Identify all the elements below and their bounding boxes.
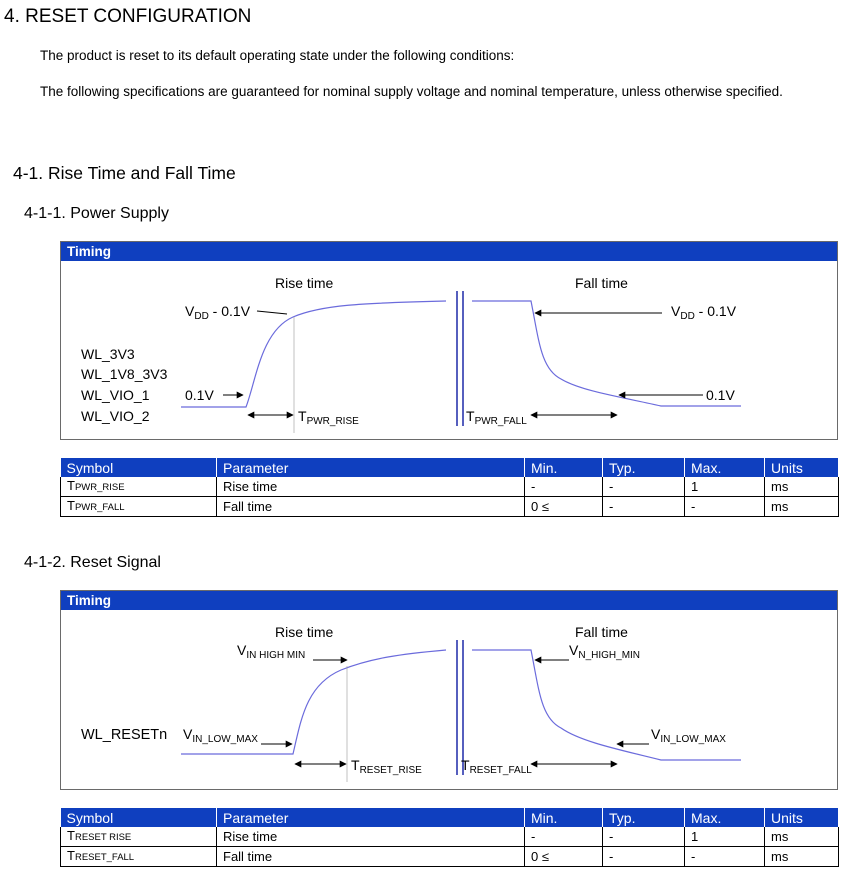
subsection-title: 4-1. Rise Time and Fall Time	[13, 163, 236, 183]
col-max: Max.	[685, 808, 765, 827]
power-supply-title: 4-1-1. Power Supply	[24, 205, 169, 222]
signal-label-4: WL_VIO_2	[81, 408, 150, 424]
parameter-cell: Fall time	[217, 497, 525, 517]
units-cell: ms	[765, 497, 839, 517]
reset-timing-box	[60, 590, 838, 790]
rise-time-label: Rise time	[275, 275, 334, 291]
table-row	[61, 827, 839, 847]
low-level-fall-label: 0.1V	[706, 387, 735, 403]
vdd-fall-label: $V_{DD} - 0.1V$	[671, 303, 737, 322]
units-cell: ms	[765, 847, 839, 867]
col-min: Min.	[525, 808, 603, 827]
symbol-cell: TRESET RISE	[61, 827, 217, 847]
symbol-cell: TRESET_FALL	[61, 847, 217, 867]
col-symbol: Symbol	[61, 808, 217, 827]
max-cell: -	[685, 497, 765, 517]
symbol-cell: TPWR_FALL	[61, 497, 217, 517]
parameter-cell: Rise time	[217, 477, 525, 497]
power-timing-header: Timing	[61, 242, 837, 261]
t-reset-fall-label: $T_{RESET\_FALL}$	[461, 757, 532, 776]
low-level-label: 0.1V	[185, 387, 214, 403]
col-units: Units	[765, 458, 839, 477]
power-timing-diagram	[61, 261, 837, 439]
reset-signal-title: 4-1-2. Reset Signal	[24, 554, 161, 571]
min-cell: -	[525, 477, 603, 497]
col-typ: Typ.	[603, 458, 685, 477]
units-cell: ms	[765, 827, 839, 847]
table-row	[61, 497, 839, 517]
reset-signal-label: WL_RESETn	[81, 727, 168, 743]
col-symbol: Symbol	[61, 458, 217, 477]
min-cell: 0 ≤	[525, 847, 603, 867]
vil-fall-label: $V_{IN\_LOW\_MAX}$	[651, 726, 726, 745]
spec-paragraph: The following specifications are guaranteed for nominal supply voltage and nominal temperature, unless otherwise specified.	[40, 84, 783, 99]
intro-paragraph: The product is reset to its default operating state under the following conditions:	[40, 48, 515, 63]
min-cell: 0 ≤	[525, 497, 603, 517]
max-cell: 1	[685, 477, 765, 497]
symbol-cell: TPWR_RISE	[61, 477, 217, 497]
units-cell: ms	[765, 477, 839, 497]
table-header-row	[61, 458, 839, 477]
vil-rise-label: $V_{IN\_LOW\_MAX}$	[183, 726, 258, 745]
parameter-cell: Fall time	[217, 847, 525, 867]
fall-time-label: Fall time	[575, 275, 628, 291]
table-row	[61, 847, 839, 867]
t-pwr-fall-label: $T_{PWR\_FALL}$	[466, 408, 527, 427]
fall-time-label: Fall time	[575, 624, 628, 640]
col-parameter: Parameter	[217, 808, 525, 827]
col-units: Units	[765, 808, 839, 827]
col-typ: Typ.	[603, 808, 685, 827]
typ-cell: -	[603, 497, 685, 517]
signal-label-1: WL_3V3	[81, 346, 135, 362]
reset-timing-diagram	[61, 610, 837, 789]
table-row	[61, 477, 839, 497]
reset-spec-table	[60, 808, 839, 867]
typ-cell: -	[603, 847, 685, 867]
table-header-row	[61, 808, 839, 827]
reset-timing-header: Timing	[61, 591, 837, 610]
rise-time-label: Rise time	[275, 624, 334, 640]
power-timing-box	[60, 241, 838, 440]
signal-label-3: WL_VIO_1	[81, 387, 150, 403]
vdd-rise-label: $V_{DD} - 0.1V$	[185, 303, 251, 322]
vdd-rise-leader	[257, 311, 287, 314]
typ-cell: -	[603, 477, 685, 497]
col-max: Max.	[685, 458, 765, 477]
max-cell: -	[685, 847, 765, 867]
min-cell: -	[525, 827, 603, 847]
signal-label-2: WL_1V8_3V3	[81, 366, 168, 382]
power-spec-table	[60, 458, 839, 517]
vih-rise-label: $V_{IN HIGH MIN}$	[237, 642, 306, 661]
typ-cell: -	[603, 827, 685, 847]
section-title: 4. RESET CONFIGURATION	[4, 6, 252, 27]
col-parameter: Parameter	[217, 458, 525, 477]
t-reset-rise-label: $T_{RESET\_RISE}$	[351, 757, 422, 776]
max-cell: 1	[685, 827, 765, 847]
t-pwr-rise-label: $T_{PWR\_RISE}$	[298, 408, 359, 427]
col-min: Min.	[525, 458, 603, 477]
vih-fall-label: $V_{N\_HIGH\_MIN}$	[569, 642, 641, 661]
parameter-cell: Rise time	[217, 827, 525, 847]
